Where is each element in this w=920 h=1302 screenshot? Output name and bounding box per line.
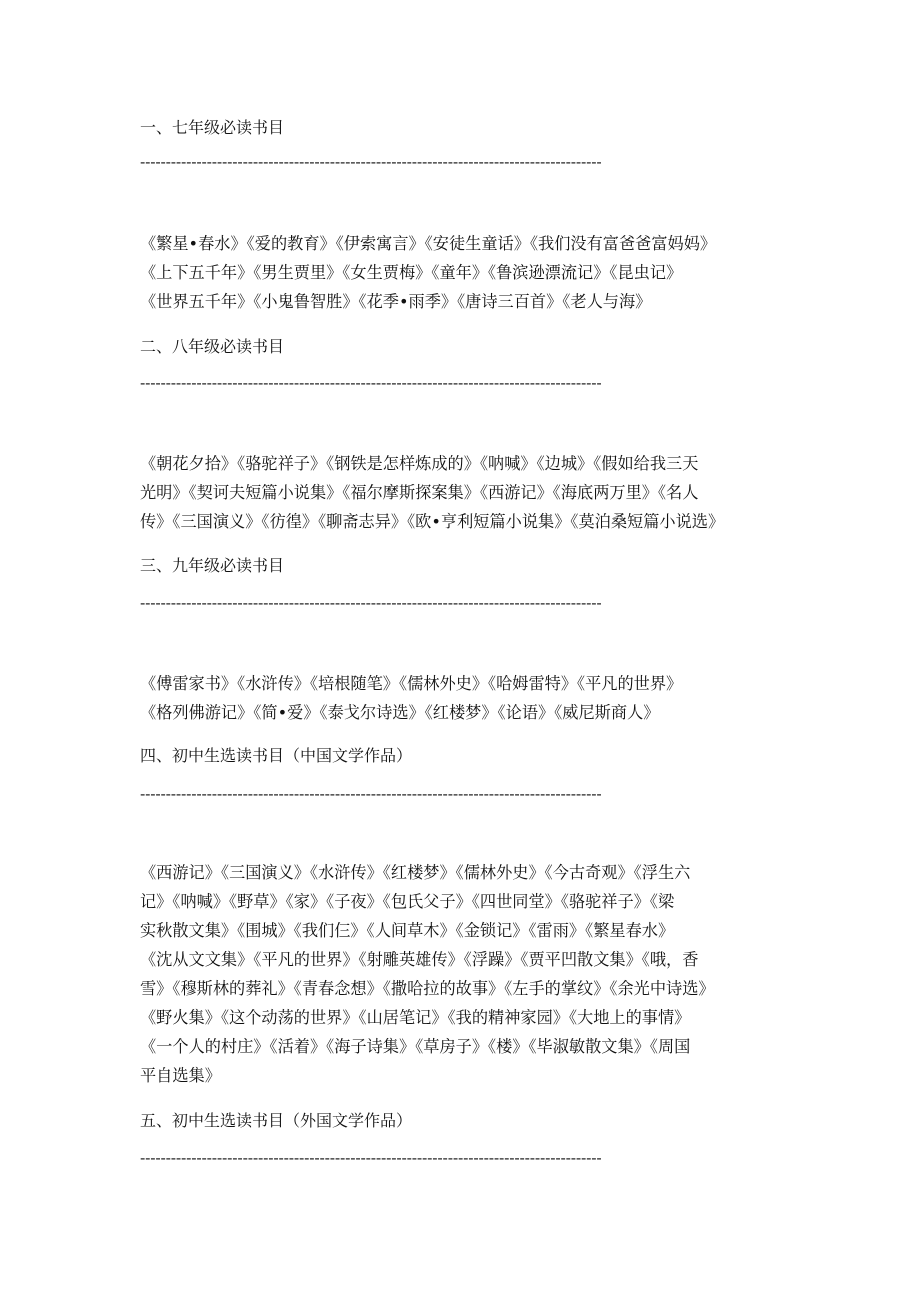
book-line: 平自选集》	[140, 1066, 221, 1085]
separator-3: ------------------------------------------------------------------------------------------	[140, 595, 602, 612]
book-list-1	[140, 229, 716, 316]
book-list-4	[140, 858, 715, 1090]
book-line: 《沈从文文集》《平凡的世界》《射雕英雄传》《浮躁》《贾平凹散文集》《哦，香	[140, 950, 699, 969]
section-4-heading: 四、初中生选读书目（中国文学作品）	[140, 746, 413, 765]
section-5-heading: 五、初中生选读书目（外国文学作品）	[140, 1111, 413, 1130]
book-line: 光明》《契诃夫短篇小说集》《福尔摩斯探案集》《西游记》《海底两万里》《名人	[140, 483, 699, 502]
section-2-heading: 二、八年级必读书目	[140, 337, 285, 356]
separator-2: ------------------------------------------------------------------------------------------	[140, 375, 602, 392]
section-1-heading: 一、七年级必读书目	[140, 118, 285, 137]
book-line: 《世界五千年》《小鬼鲁智胜》《花季•雨季》《唐诗三百首》《老人与海》	[140, 292, 652, 311]
book-line: 雪》《穆斯林的葬礼》《青春念想》《撒哈拉的故事》《左手的掌纹》《余光中诗选》	[140, 979, 715, 998]
book-line: 《繁星•春水》《爱的教育》《伊索寓言》《安徒生童话》《我们没有富爸爸富妈妈》	[140, 234, 717, 253]
separator-5: ------------------------------------------------------------------------------------------	[140, 1150, 602, 1167]
book-line: 实秋散文集》《围城》《我们仨》《人间草木》《金锁记》《雷雨》《繁星春水》	[140, 921, 675, 940]
book-line: 记》《呐喊》《野草》《家》《子夜》《包氏父子》《四世同堂》《骆驼祥子》《梁	[140, 892, 675, 911]
book-line: 传》《三国演义》《彷徨》《聊斋志异》《欧•亨利短篇小说集》《莫泊桑短篇小说选》	[140, 512, 725, 531]
book-list-3	[140, 669, 682, 727]
book-line: 《上下五千年》《男生贾里》《女生贾梅》《童年》《鲁滨逊漂流记》《昆虫记》	[140, 263, 683, 282]
section-3-heading: 三、九年级必读书目	[140, 556, 285, 575]
book-line: 《傅雷家书》《水浒传》《培根随笔》《儒林外史》《哈姆雷特》《平凡的世界》	[140, 674, 683, 693]
book-line: 《朝花夕拾》《骆驼祥子》《钢铁是怎样炼成的》《呐喊》《边城》《假如给我三天	[140, 454, 699, 473]
separator-1: ------------------------------------------------------------------------------------------	[140, 154, 602, 171]
book-list-2	[140, 449, 724, 536]
separator-4: ------------------------------------------------------------------------------------------	[140, 786, 602, 803]
book-line: 《一个人的村庄》《活着》《海子诗集》《草房子》《楼》《毕淑敏散文集》《周国	[140, 1037, 691, 1056]
book-line: 《西游记》《三国演义》《水浒传》《红楼梦》《儒林外史》《今古奇观》《浮生六	[140, 863, 691, 882]
book-line: 《野火集》《这个动荡的世界》《山居笔记》《我的精神家园》《大地上的事情》	[140, 1008, 691, 1027]
book-line: 《格列佛游记》《简•爱》《泰戈尔诗选》《红楼梦》《论语》《威尼斯商人》	[140, 703, 660, 722]
